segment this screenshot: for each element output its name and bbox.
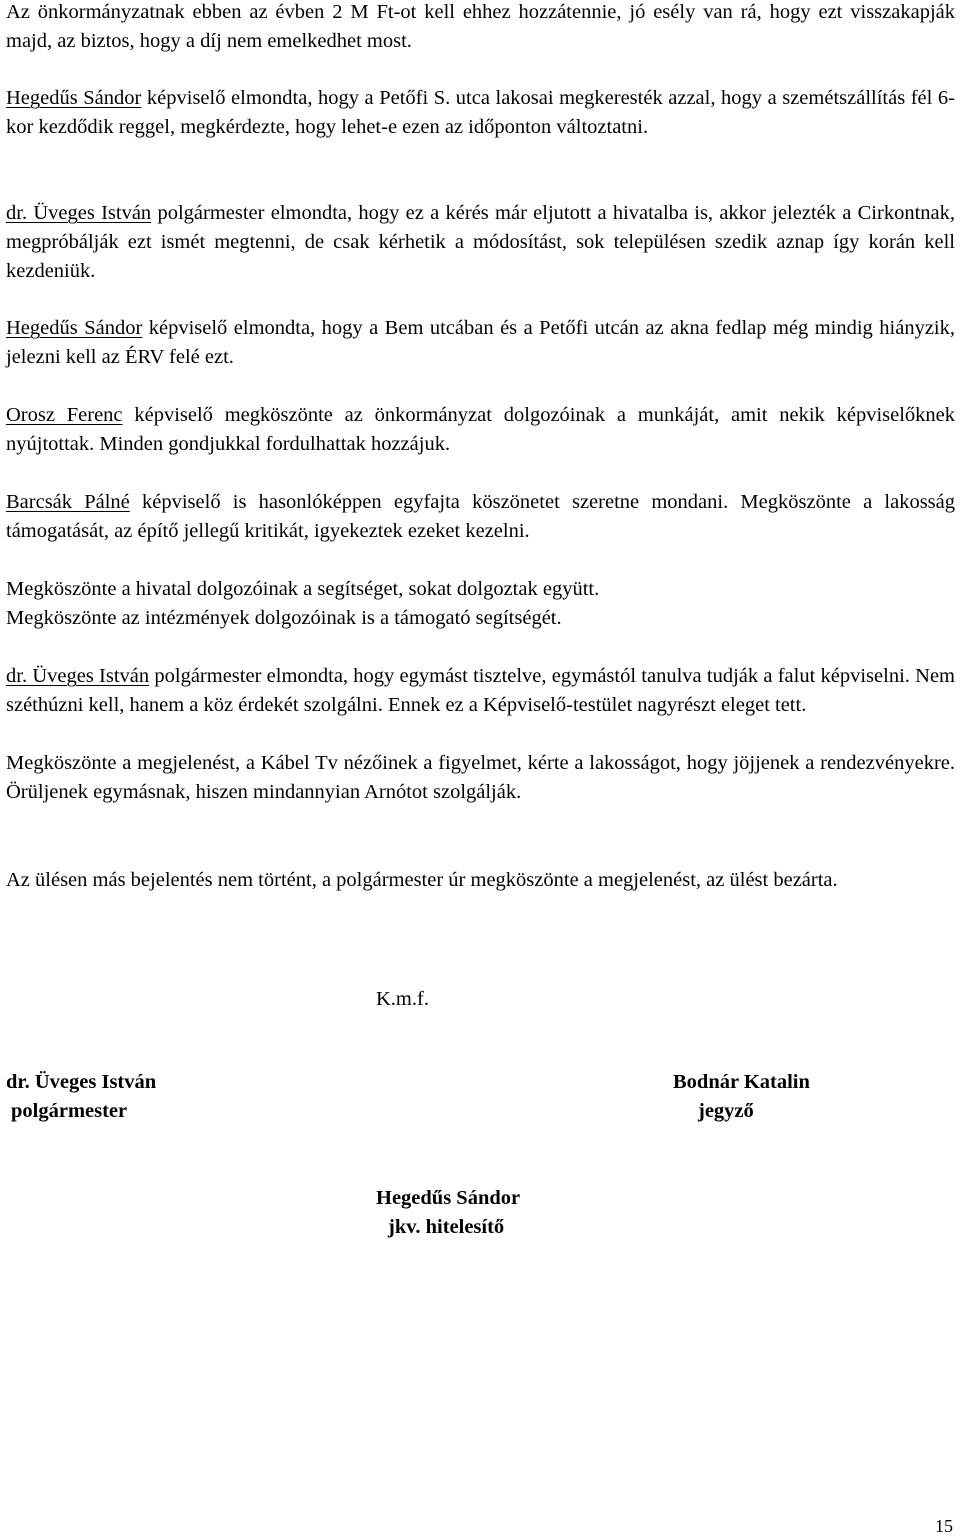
speaker-name: dr. Üveges István — [6, 202, 152, 224]
paragraph-text: képviselő elmondta, hogy a Bem utcában és a Petőfi utcán az akna fedlap még mindig hiányzik, jelezni kell az ÉRV felé ezt. — [6, 317, 955, 368]
document-page — [6, 0, 955, 1537]
signature-notary-title: jegyző — [698, 1100, 754, 1122]
paragraph-mayor-thanks-viewers: Megköszönte a megjelenést, a Kábel Tv nézőinek a figyelmet, kérte a lakosságot, hogy jöjjenek a rendezvényekre. Örüljenek egymásnak, hiszen mindannyian Arnótot szolgálják. — [6, 752, 955, 803]
speaker-name: Hegedűs Sándor — [6, 87, 142, 109]
paragraph-thanks-institutions: Megköszönte az intézmények dolgozóinak is a támogató segítségét. — [6, 607, 562, 629]
paragraph-mayor-closing — [6, 662, 955, 720]
speaker-name: Barcsák Pálné — [6, 491, 130, 513]
paragraph-session-closed: Az ülésen más bejelentés nem történt, a polgármester úr megköszönte a megjelenést, az ülést bezárta. — [6, 869, 838, 891]
paragraph-text: képviselő megköszönte az önkormányzat dolgozóinak a munkáját, amit nekik képviselőknek nyújtottak. Minden gondjukkal fordulhattak hozzájuk. — [6, 404, 956, 455]
signature-authenticator-name: Hegedűs Sándor — [376, 1187, 521, 1209]
page-number: 15 — [935, 1516, 953, 1536]
paragraph-text: képviselő is hasonlóképpen egyfajta köszönetet szeretne mondani. Megköszönte a lakosság támogatását, az építő jellegű kritikát, igyekeztek ezeket kezelni. — [6, 491, 956, 542]
kmf-label: K.m.f. — [376, 988, 429, 1010]
paragraph-barcsak-thanks — [6, 488, 955, 546]
signature-authenticator-title: jkv. hitelesítő — [388, 1216, 505, 1238]
speaker-name: Hegedűs Sándor — [6, 317, 143, 339]
paragraph-cost: Az önkormányzatnak ebben az évben 2 M Ft-ot kell ehhez hozzátennie, jó esély van rá, hogy ezt visszakapják majd, az biztos, hogy a díj nem emelkedhet most. — [6, 1, 955, 52]
paragraph-thanks-office: Megköszönte a hivatal dolgozóinak a segítséget, sokat dolgoztak együtt. — [6, 578, 600, 600]
paragraph-orosz-thanks — [6, 401, 955, 459]
speaker-name: Orosz Ferenc — [6, 404, 123, 426]
speaker-name: dr. Üveges István — [6, 665, 150, 687]
signature-mayor-name: dr. Üveges István — [6, 1071, 157, 1093]
paragraph-text: polgármester elmondta, hogy egymást tisztelve, egymástól tanulva tudják a falut képviselni. Nem széthúzni kell, hanem a köz érdekét szolgálni. Ennek ez a Képviselő-testület nagyrészt eleget tett. — [6, 665, 955, 716]
signature-mayor-title: polgármester — [11, 1100, 128, 1122]
paragraph-text: polgármester elmondta, hogy ez a kérés már eljutott a hivatalba is, akkor jelezték a Cirkontnak, megpróbálják ezt ismét megtenni, de csak kérhetik a módosítást, sok településen szedik aznap így korán kell kezdeniük. — [6, 202, 955, 282]
paragraph-mayor-reply — [6, 199, 955, 286]
signature-notary-name: Bodnár Katalin — [673, 1071, 810, 1093]
paragraph-hegedus-manhole — [6, 314, 955, 372]
paragraph-hegedus-waste — [6, 84, 955, 142]
paragraph-text: képviselő elmondta, hogy a Petőfi S. utca lakosai megkeresték azzal, hogy a szemétszállítás fél 6-kor kezdődik reggel, megkérdezte, hogy lehet-e ezen az időponton változtatni. — [6, 87, 955, 138]
